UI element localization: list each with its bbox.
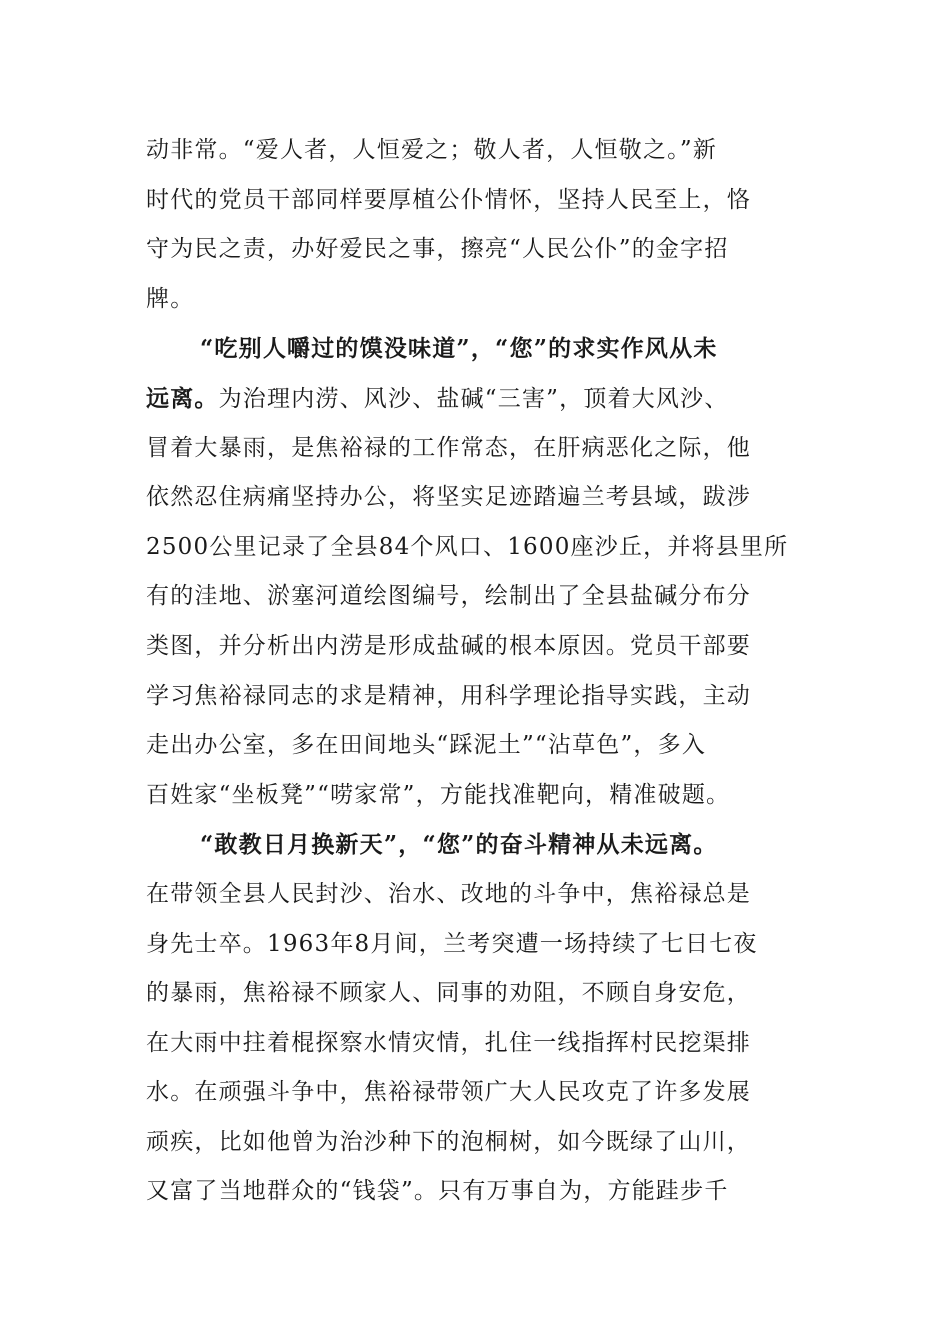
text-line xyxy=(146,126,806,176)
paragraph-heading-line xyxy=(146,820,806,870)
line-text: 冒着大暴雨，是焦裕禄的工作常态，在肝病恶化之际，他 xyxy=(146,434,751,461)
line-text: 有的洼地、淤塞河道绘图编号，绘制出了全县盐碱分布分 xyxy=(146,583,751,610)
line-text: 为治理内涝、风沙、盐碱“三害”，顶着大风沙、 xyxy=(218,385,729,412)
line-text: 在带领全县人民封沙、治水、改地的斗争中，焦裕禄总是 xyxy=(146,880,751,907)
text-line xyxy=(146,721,806,771)
text-line xyxy=(146,523,806,573)
bold-heading-text: “敢教日月换新天”，“您”的奋斗精神从未远离。 xyxy=(200,831,718,859)
text-line xyxy=(146,374,806,424)
line-text: 在大雨中拄着棍探察水情灾情，扎住一线指挥村民挖渠排 xyxy=(146,1029,751,1056)
text-line xyxy=(146,672,806,722)
line-text: 牌。 xyxy=(146,285,195,312)
line-text: 学习焦裕禄同志的求是精神，用科学理论指导实践，主动 xyxy=(146,682,751,709)
text-line xyxy=(146,225,806,275)
bold-heading-text: “吃别人嚼过的馍没味道”，“您”的求实作风从未 xyxy=(200,335,718,363)
text-line xyxy=(146,275,806,325)
line-text: 动非常。“爱人者，人恒爱之；敬人者，人恒敬之。”新 xyxy=(146,137,718,163)
text-line xyxy=(146,969,806,1019)
text-line xyxy=(146,870,806,920)
document-body xyxy=(146,126,806,1217)
line-text: 的暴雨，焦裕禄不顾家人、同事的劝阻，不顾自身安危， xyxy=(146,980,751,1007)
text-line xyxy=(146,1019,806,1069)
line-text: 2500公里记录了全县84个风口、1600座沙丘，并将县里所 xyxy=(146,533,789,560)
line-text: 走出办公室，多在田间地头“踩泥土”“沾草色”，多入 xyxy=(146,732,707,759)
line-text: 类图，并分析出内涝是形成盐碱的根本原因。党员干部要 xyxy=(146,632,751,659)
line-text: 水。在顽强斗争中，焦裕禄带领广大人民攻克了许多发展 xyxy=(146,1079,751,1106)
line-text: 身先士卒。1963年8月间，兰考突遭一场持续了七日七夜 xyxy=(146,930,758,957)
text-line xyxy=(146,176,806,226)
bold-heading-text: 远离。 xyxy=(146,384,219,412)
text-line xyxy=(146,1068,806,1118)
line-text: 依然忍住病痛坚持办公，将坚实足迹踏遍兰考县域，跋涉 xyxy=(146,484,751,511)
text-line xyxy=(146,920,806,970)
line-text: 又富了当地群众的“钱袋”。只有万事自为，方能跬步千 xyxy=(146,1178,729,1205)
text-line xyxy=(146,424,806,474)
line-text: 顽疾，比如他曾为治沙种下的泡桐树，如今既绿了山川， xyxy=(146,1128,751,1155)
text-line xyxy=(146,622,806,672)
text-line xyxy=(146,572,806,622)
text-line xyxy=(146,1118,806,1168)
paragraph-heading-line xyxy=(146,324,806,374)
line-text: 时代的党员干部同样要厚植公仆情怀，坚持人民至上，恪 xyxy=(146,186,751,213)
text-line xyxy=(146,771,806,821)
text-line xyxy=(146,1167,806,1217)
line-text: 百姓家“坐板凳”“唠家常”，方能找准靶向，精准破题。 xyxy=(146,781,731,808)
text-line xyxy=(146,473,806,523)
line-text: 守为民之责，办好爱民之事，擦亮“人民公仆”的金字招 xyxy=(146,236,729,263)
